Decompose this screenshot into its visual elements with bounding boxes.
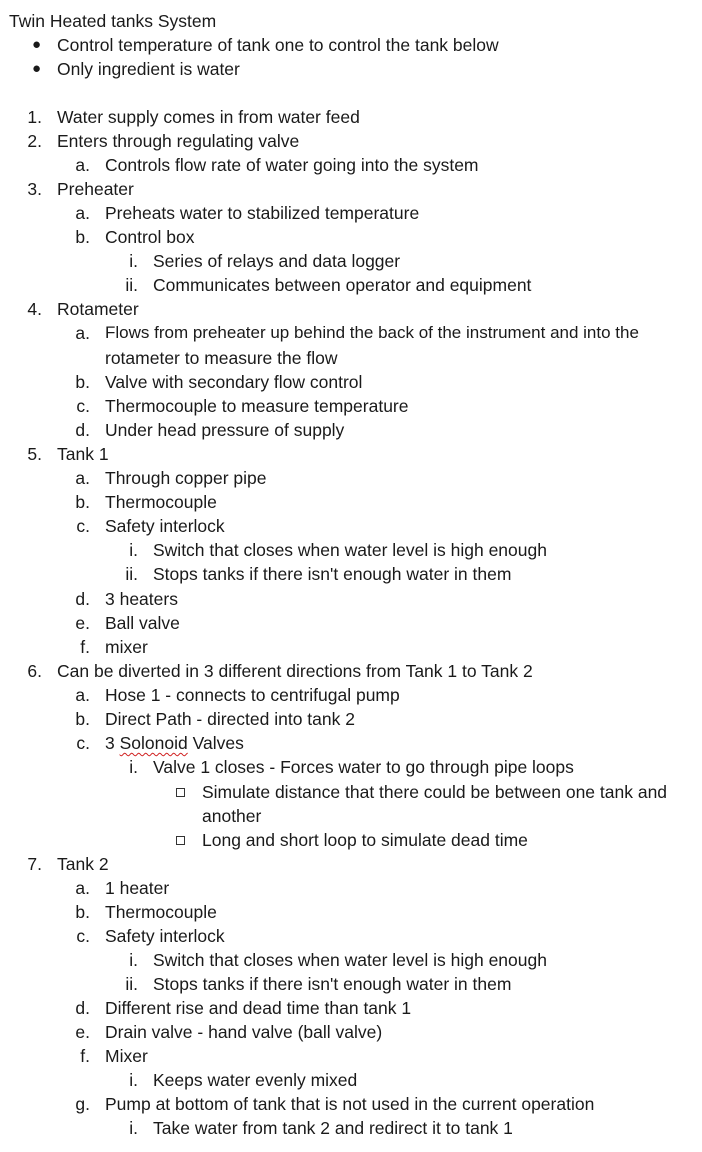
page-title: Twin Heated tanks System [9,11,217,31]
bullet-icon: ● [32,60,42,77]
square-bullet-icon [176,836,185,845]
square-bullet-icon [176,788,185,797]
document-page: Twin Heated tanks System ● Control temperature of tank one to control the tank below ● Only ingredient is water 1. Water supply comes in from water feed 2. Enters through regulating valve a. Controls flow rate of water going into the system 3. Preheater a. Preheats water to stabilized temperature b. Control box i. Series of relays and data logger ii. Communicates between operator and equipment 4. Rotameter a. Flows from preheater up behind the back of the instrument and into the rotameter to measure the flow b. Valve with secondary flow control c. Thermocouple to measure temperature d. Under head pressure of supply 5. Tank 1 a. Through copper pipe b. Thermocouple c. Safety interlock i. Switch that closes when water level is high enough ii. Stops tanks if there isn't enough water in them d. 3 heaters e. Ball valve f. mixer 6. Can be diverted in 3 different directions from Tank 1 to Tank 2 a. Hose 1 - connects to centrifugal pump b. Direct Path - directed into tank 2 c. 3 Solonoid Valves i. Valve 1 closes - Forces water to go through pipe loops Simulate distance that there could be between one tank and another Long and short loop to simulate dead time 7. Tank 2 a. 1 heater b. Thermocouple c. Safety interlock i. Switch that closes when water level is high enough ii. Stops tanks if there isn't enough water in them d. Different rise and dead time than tank 1 e. Drain valve - hand valve (ball valve) f. Mixer i. Keeps water evenly mixed g. Pump at bottom of tank that is not used in the current operation i. Take water from tank 2 and redirect it to tank 1 [9,11,668,1138]
bullet-icon: ● [32,36,42,53]
spellcheck-underline: Solonoid [119,733,188,753]
